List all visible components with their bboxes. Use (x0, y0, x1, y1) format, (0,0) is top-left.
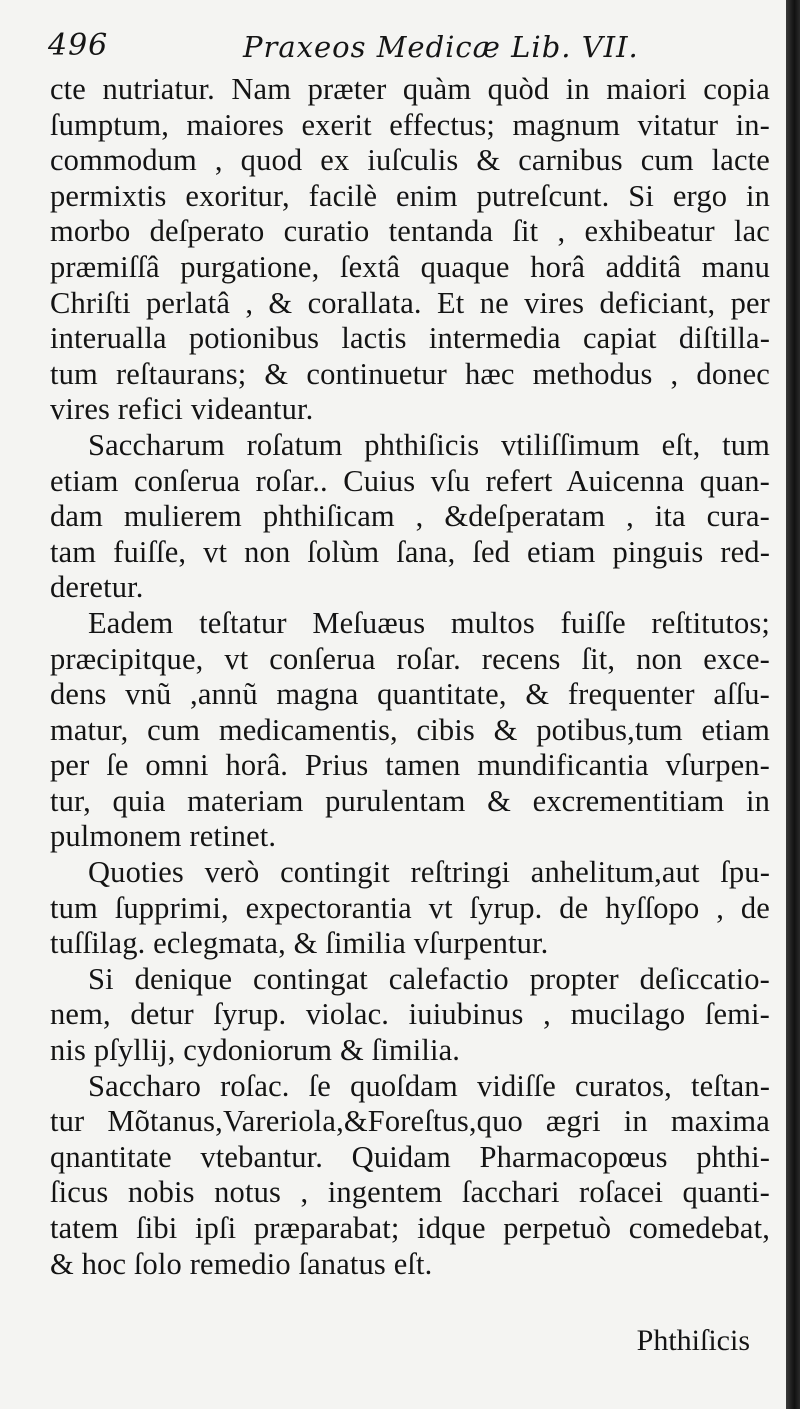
text-line: commodum , quod ex iuſculis & carnibus cum lacte (50, 143, 770, 178)
text-line: nis pſyllij, cydoniorum & ſimilia. (50, 1033, 461, 1068)
text-line: dens vnũ ,annũ magna quantitate, & frequenter aſſu- (50, 677, 770, 712)
text-line: ſicus nobis notus , ingentem ſacchari roſacei quanti- (50, 1175, 770, 1210)
catchword: Phthiſicis (636, 1324, 750, 1357)
page-number: 496 (48, 28, 109, 63)
text-line: tuſſilag. eclegmata, & ſimilia vſurpentur. (50, 926, 549, 961)
text-line: præcipitque, vt conſerua roſar. recens ſit, non exce- (50, 641, 770, 676)
text-line: tur Mõtanus,Vareriola,&Foreſtus,quo ægri in maxima (50, 1104, 770, 1139)
text-line: interualla potionibus lactis intermedia capiat diſtilla- (50, 321, 770, 356)
text-line: matur, cum medicamentis, cibis & potibus,tum etiam (50, 712, 770, 747)
text-line: etiam conſerua roſar.. Cuius vſu refert Auicenna quan- (50, 463, 770, 498)
text-line: Eadem teſtatur Meſuæus multos fuiſſe reſtitutos; (88, 605, 770, 640)
text-line: cte nutriatur. Nam præter quàm quòd in maiori copia (50, 72, 770, 106)
text-line: Saccharum roſatum phthiſicis vtiliſſimum eſt, tum (88, 427, 770, 462)
text-line: pulmonem retinet. (50, 819, 277, 854)
text-line: nem, detur ſyrup. violac. iuiubinus , mucilago ſemi- (50, 997, 770, 1032)
text-line: dam mulierem phthiſicam , &deſperatam , ita cura- (50, 499, 770, 534)
text-line: tatem ſibi ipſi præparabat; idque perpetuò comedebat, (50, 1211, 770, 1245)
text-line: Saccharo roſac. ſe quoſdam vidiſſe curatos, teſtan- (88, 1068, 770, 1103)
page-header (48, 28, 768, 74)
text-line: vires refici videantur. (50, 392, 314, 427)
text-line: tum reſtaurans; & continuetur hæc methodus , donec (50, 356, 770, 391)
running-head: Praxeos Medicæ Lib. VII. (243, 30, 639, 64)
text-line: deretur. (50, 570, 144, 605)
book-spine-edge (786, 0, 800, 1409)
text-line: per ſe omni horâ. Prius tamen mundificantia vſurpen- (50, 748, 770, 783)
text-line: morbo deſperato curatio tentanda ſit , exhibeatur lac (50, 214, 770, 249)
text-line: qnantitate vtebantur. Quidam Pharmacopœus phthi- (50, 1139, 770, 1174)
text-line: tur, quia materiam purulentam & excrementitiam in (50, 783, 770, 818)
text-line: tum ſupprimi, expectorantia vt ſyrup. de hyſſopo , de (50, 890, 770, 925)
text-line: ſumptum, maiores exerit effectus; magnum vitatur in- (50, 107, 770, 142)
text-line: tam fuiſſe, vt non ſolùm ſana, ſed etiam pinguis red- (50, 534, 770, 569)
body-text (50, 72, 770, 1282)
text-line: Quoties verò contingit reſtringi anhelitum,aut ſpu- (88, 855, 770, 890)
text-line: permixtis exoritur, facilè enim putreſcunt. Si ergo in (50, 178, 770, 213)
text-line: Si denique contingat calefactio propter deſiccatio- (88, 961, 770, 996)
text-line: & hoc ſolo remedio ſanatus eſt. (50, 1246, 433, 1281)
text-line: Chriſti perlatâ , & corallata. Et ne vires deficiant, per (50, 285, 770, 320)
text-line: præmiſſâ purgatione, ſextâ quaque horâ additâ manu (50, 249, 770, 284)
